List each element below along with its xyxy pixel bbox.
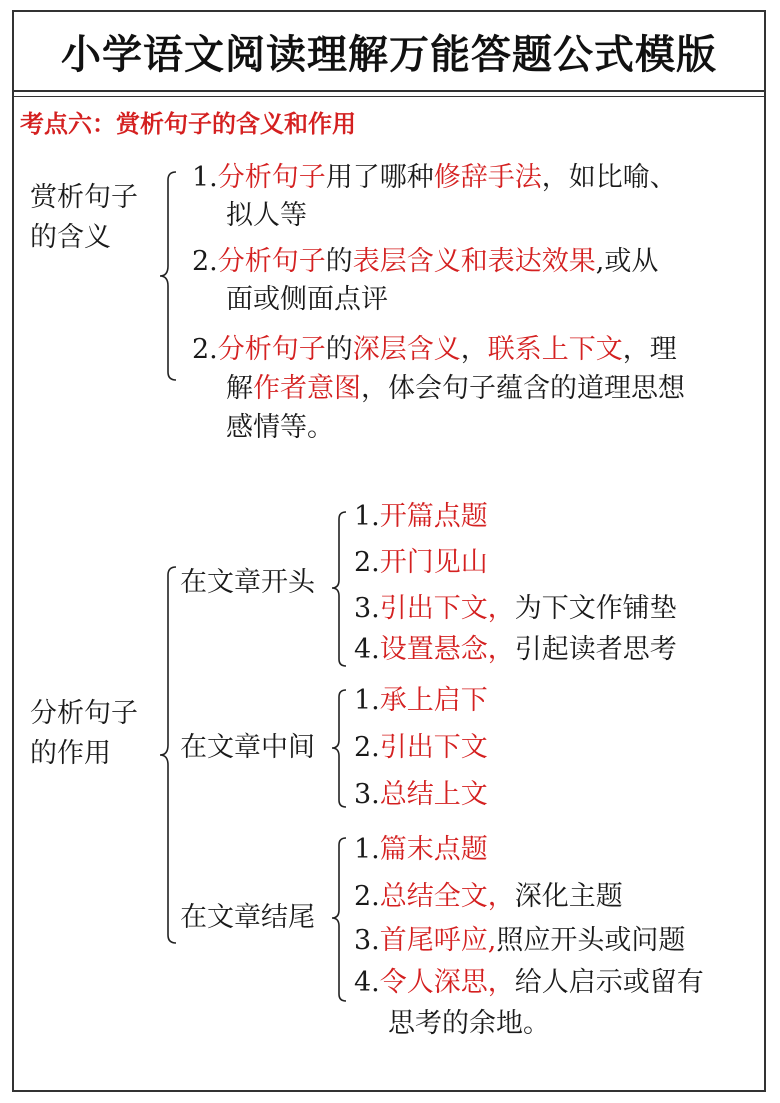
ending-item-1: 1.篇末点题: [354, 834, 488, 865]
ending-item-3: 3.首尾呼应,照应开头或问题: [354, 925, 686, 956]
middle-item-3: 3.总结上文: [354, 779, 488, 810]
meaning-item-2: 2.分析句子的表层含义和表达效果,或从: [192, 246, 659, 277]
ending-item-2: 2.总结全文，深化主题: [354, 881, 623, 912]
section-heading: 考点六：赏析句子的含义和作用: [20, 109, 356, 138]
effect-label-line1: 分析句子: [30, 698, 138, 729]
middle-item-1: 1.承上启下: [354, 685, 488, 716]
middle-label: 在文章中间: [180, 732, 315, 763]
beginning-item-1: 1.开篇点题: [354, 501, 488, 532]
meaning-item-1-cont: 拟人等: [226, 200, 307, 231]
beginning-item-2: 2.开门见山: [354, 547, 488, 578]
meaning-label-line2: 的含义: [30, 222, 111, 253]
beginning-label: 在文章开头: [180, 567, 315, 598]
ending-item-4: 4.令人深思，给人启示或留有: [354, 967, 704, 998]
effect-label-line2: 的作用: [30, 738, 111, 769]
title-divider: [14, 90, 764, 92]
middle-item-2: 2.引出下文: [354, 732, 488, 763]
title-divider-thin: [14, 96, 764, 97]
page-title: 小学语文阅读理解万能答题公式模版: [61, 31, 717, 78]
meaning-label-line1: 赏析句子: [30, 182, 138, 213]
meaning-label: [30, 178, 138, 258]
meaning-item-3-cont2: 感情等。: [226, 412, 334, 443]
beginning-item-4: 4.设置悬念，引起读者思考: [354, 634, 677, 665]
effect-label: [30, 694, 138, 774]
meaning-item-3-cont: 解作者意图，体会句子蕴含的道理思想: [226, 373, 685, 404]
ending-label: 在文章结尾: [180, 902, 315, 933]
ending-item-4-cont: 思考的余地。: [388, 1008, 550, 1039]
meaning-item-2-cont: 面或侧面点评: [226, 284, 388, 315]
meaning-item-3: 2.分析句子的深层含义，联系上下文，理: [192, 334, 677, 365]
beginning-item-3: 3.引出下文，为下文作铺垫: [354, 593, 677, 624]
meaning-item-1: 1.分析句子用了哪种修辞手法，如比喻、: [192, 162, 677, 193]
